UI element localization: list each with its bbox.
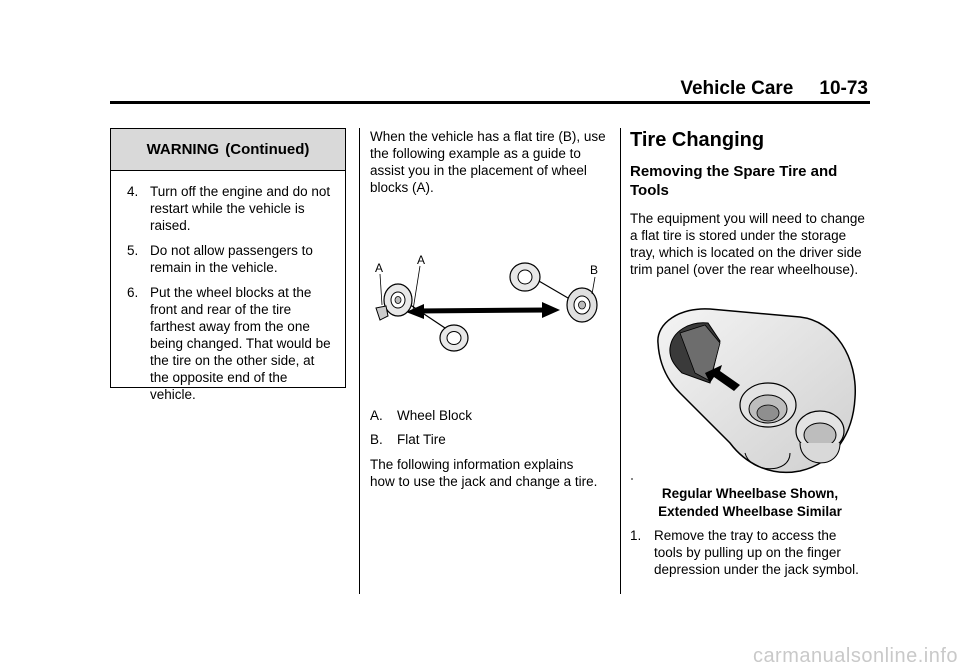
wheel-block-diagram: [370, 250, 608, 360]
wheel-rear-right: [440, 325, 468, 351]
wheel-block: [376, 306, 388, 320]
stray-dot: [631, 478, 633, 480]
legend-letter: A.: [370, 408, 383, 423]
section-heading: Tire Changing: [630, 129, 765, 151]
header-text: [680, 78, 868, 100]
column-divider: [620, 128, 621, 594]
list-item: [127, 242, 335, 276]
step-text: Remove the tray to access the tools by pulling up on the finger depression under the jack symbol.: [654, 528, 859, 577]
page-number: 10-73: [819, 78, 868, 99]
legend-text: Wheel Block: [397, 408, 473, 423]
item-number: 6.: [127, 285, 139, 300]
caption-line: Extended Wheelbase Similar: [658, 504, 842, 519]
item-text: Turn off the engine and do not restart while the vehicle is raised.: [150, 184, 331, 233]
figure-legend: [370, 407, 608, 455]
section-title: Vehicle Care: [680, 78, 794, 99]
storage-tray-illustration: [650, 303, 860, 483]
outro-paragraph: The following information explains how to use the jack and change a tire.: [370, 457, 598, 489]
column-three: [630, 128, 870, 278]
warning-list: [111, 171, 345, 403]
item-number: 5.: [127, 243, 139, 258]
wheel-left-blocked: [384, 284, 412, 316]
leader-line-a: [380, 274, 382, 305]
outro-block: [370, 456, 600, 490]
legend-item: [370, 431, 608, 448]
legend-letter: B.: [370, 432, 383, 447]
item-text: Do not allow passengers to remain in the vehicle.: [150, 243, 313, 275]
diagonal-arrow: [416, 310, 548, 311]
label-b: B: [590, 263, 599, 277]
item-text: Put the wheel blocks at the front and rear of the tire farthest away from the one being changed. That would be the tire on the other side, at the opposite end of the vehicle.: [150, 285, 331, 402]
list-item: [127, 183, 335, 234]
subsection-heading: Removing the Spare Tire and Tools: [630, 163, 838, 199]
step-item: [630, 527, 860, 578]
label-a-left: A: [375, 261, 384, 275]
legend-item: [370, 407, 608, 424]
column-two: [370, 128, 608, 196]
intro-paragraph: When the vehicle has a flat tire (B), use the following example as a guide to assist you in the placement of wheel blocks (A).: [370, 129, 606, 195]
warning-box: [110, 128, 346, 402]
watermark: carmanualsonline.info: [752, 645, 958, 667]
list-item: [127, 284, 335, 403]
item-number: 4.: [127, 184, 139, 199]
arrow-head-right: [542, 302, 560, 318]
leader-line-a2: [413, 266, 420, 310]
label-a-center: A: [417, 253, 426, 267]
equipment-paragraph: The equipment you will need to change a flat tire is stored under the storage tray, which is located on the driver side trim panel (over the rear wheelhouse).: [630, 211, 865, 277]
figure-caption: [630, 485, 870, 521]
header-rule: [110, 101, 870, 104]
step-number: 1.: [630, 528, 642, 543]
warning-title: WARNING (Continued): [111, 129, 345, 171]
leader-line-b: [592, 277, 595, 294]
page-header: [110, 76, 870, 104]
wheel-front-left: [510, 263, 540, 291]
caption-line: Regular Wheelbase Shown,: [661, 486, 839, 501]
column-divider: [359, 128, 360, 594]
cup-holder-1: [740, 383, 796, 427]
legend-text: Flat Tire: [397, 432, 446, 447]
